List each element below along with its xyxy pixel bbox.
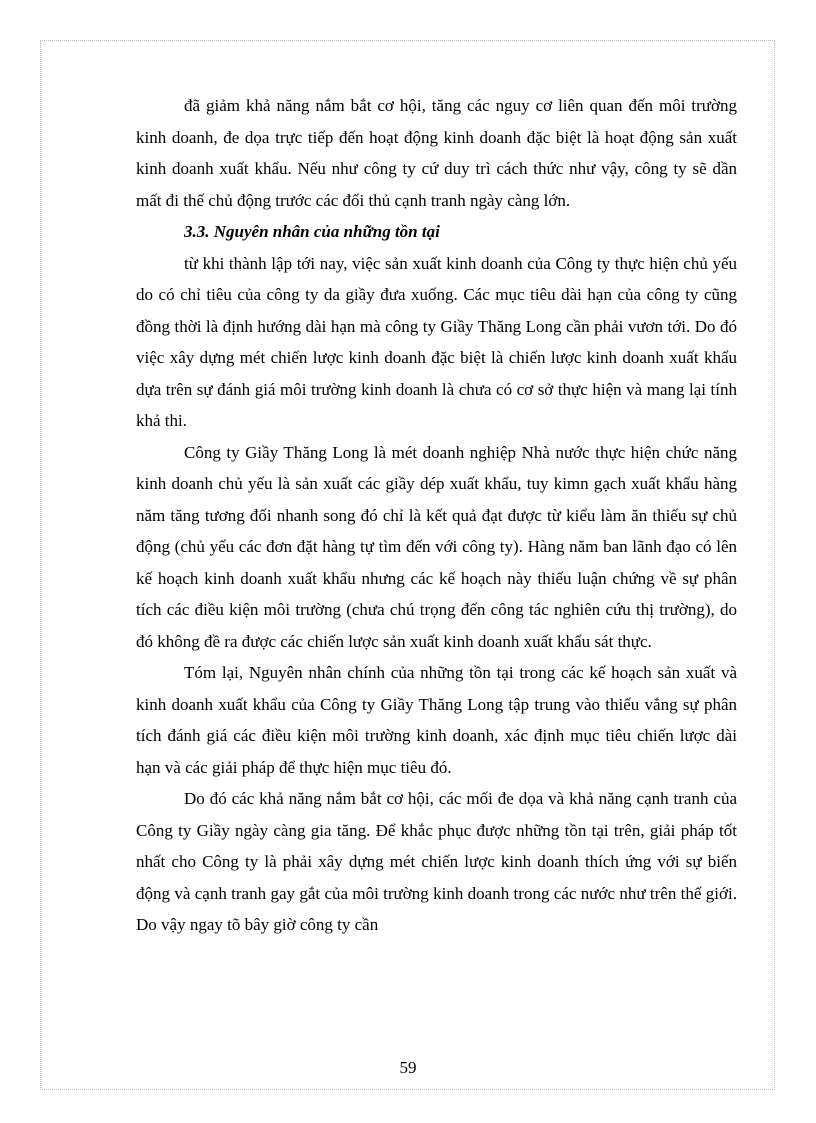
paragraph-5: Do đó các khả năng nắm bắt cơ hội, các mối đe dọa và khả năng cạnh tranh của Công ty Giầy ngày càng gia tăng. Để khắc phục được những tồn tại trên, giải pháp tốt nhất cho Công ty là phải xây dựng mét chiến lược kinh doanh thích ứng với sự biến động và cạnh tranh gay gắt của môi trường kinh doanh trong các nước như trên thế giới. Do vậy ngay tõ bây giờ công ty cần [136,789,737,934]
paragraph-3: Công ty Giầy Thăng Long là mét doanh nghiệp Nhà nước thực hiện chức năng kinh doanh chủ yếu là sản xuất các giầy dép xuất khẩu, tuy kimn gạch xuất khẩu hàng năm tăng tương đối nhanh song đó chỉ là kết quả đạt được từ kiểu làm ăn thiếu sự chủ động (chủ yếu các đơn đặt hàng tự tìm đến với công ty). Hàng năm ban lãnh đạo có lên kế hoạch kinh doanh xuất khẩu nhưng các kế hoạch này thiếu luận chứng về sự phân tích các điều kiện môi trường (chưa chú trọng đến công tác nghiên cứu thị trường), do đó không đề ra được các chiến lược sản xuất kinh doanh xuất khẩu sát thực. [136,442,737,651]
document-body [136,90,737,941]
paragraph-2: từ khi thành lập tới nay, việc sản xuất kinh doanh của Công ty thực hiện chủ yếu do có chỉ tiêu của công ty da giầy đưa xuống. Các mục tiêu dài hạn của công ty cũng đồng thời là định hướng dài hạn mà công ty Giầy Thăng Long cần phải vươn tới. Do đó việc xây dựng mét chiến lược kinh doanh đặc biệt là chiến lược kinh doanh xuất khẩu dựa trên sự đánh giá môi trường kinh doanh là chưa có cơ sở thực hiện và mang lại tính khả thi. [136,253,737,430]
page-number: 59 [399,1058,417,1077]
paragraph-1: đã giảm khả năng nắm bắt cơ hội, tăng các nguy cơ liên quan đến môi trường kinh doanh, đe dọa trực tiếp đến hoạt động kinh doanh đặc biệt là hoạt động sản xuất kinh doanh xuất khẩu. Nếu như công ty cứ duy trì cách thức như vậy, công ty sẽ dần mất đi thế chủ động trước các đối thủ cạnh tranh ngày càng lớn. [136,96,737,210]
paragraph-4: Tóm lại, Nguyên nhân chính của những tồn tại trong các kế hoạch sản xuất và kinh doanh xuất khẩu của Công ty Giầy Thăng Long tập trung vào thiếu vắng sự phân tích đánh giá các điều kiện môi trường kinh doanh, xác định mục tiêu chiến lược dài hạn và các giải pháp để thực hiện mục tiêu đó. [136,663,737,777]
section-heading: 3.3. Nguyên nhân của những tồn tại [184,222,440,241]
